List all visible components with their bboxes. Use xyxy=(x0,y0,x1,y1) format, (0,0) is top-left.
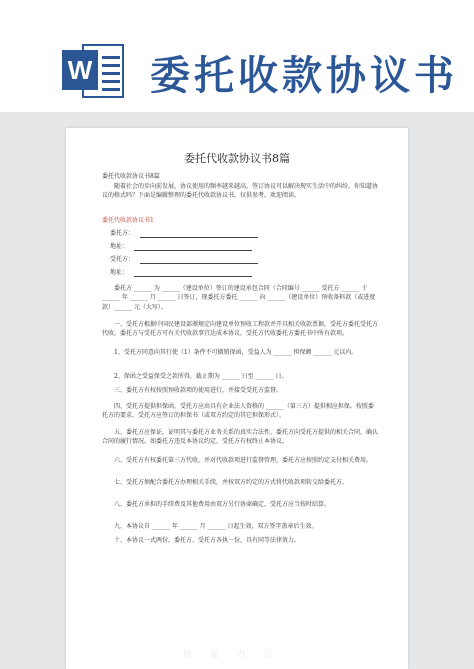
watermark: 熊猫办公 xyxy=(182,650,291,661)
blank-line xyxy=(140,230,258,238)
party-row-2 xyxy=(110,242,252,251)
paragraph: 一、受托方根据中国民建设部颁规定向建设单位预收工程款并开具相关收款票据，受托方委托受托方代收。委托方与受托方可有关代收款事宜达成本协议，受托方代收委托方委托书中所有款项。 xyxy=(102,321,379,338)
document-subtitle: 委托代收款协议书8篇 xyxy=(102,173,160,180)
banner-title: 委托收款协议书 xyxy=(150,52,458,99)
document-intro: 随着社会的步向前发展，协议使用的频率越来越高，签订协议可以解决现实生活中的纠纷。你知道协议的格式吗？下面是编辑整理的委托代收款协议书，仅供参考。欢迎阅读。 xyxy=(102,183,379,200)
paragraph: 八、委托方承担的手续费及其他费用由双方另行协商确定，受托方应当按时结算。 xyxy=(114,501,331,508)
blank-line xyxy=(134,243,252,251)
paragraph: 委托方 ______ 为 ______（建设单位）签订的建设承包合同（合同编号 ______ 受托方 ______ 于 ______ 年 ______ 月 ______ 日签订，现委托方委托 ______ 向 ______（建设单位）预收备料款（或进度款）______ 元（大写）。 xyxy=(102,285,376,311)
party-label-1: 委托方： xyxy=(110,230,135,237)
party-row-1 xyxy=(110,229,258,238)
party-label-2: 地址： xyxy=(110,243,129,250)
section-heading: 委托代收款协议书1 xyxy=(102,217,154,224)
paragraph: 三、委托方有权按照预收款项的使用进行，并接受受托方监督。 xyxy=(114,387,283,394)
blank-line xyxy=(134,269,252,277)
paragraph: 1、受托方同意向其行使（1）条件不可撤销保函，受益人为 ______ 担保额 ______ 元以内。 xyxy=(114,349,358,356)
paragraph: 五、委托方应保证，证明其与委托方业务关系的真实合法性，委托方向受托方提供的相关合同，确认合同的履行情况。如委托方违反本协议约定，受托方有权终止本协议。 xyxy=(102,429,379,446)
app-badge: W xyxy=(62,50,98,90)
paragraph: 四、受托方提供担保函，受托方应由具有企业法人资格的 ______（第三方）提供相应担保。按照委托方的要求，受托方应签订的担保书（或双方约定的其它担保形式）。 xyxy=(102,403,374,420)
paragraph: 六、受托方有权委托第三方代收，并对代收款项进行监督管理，委托方应按照约定支付相关费用。 xyxy=(114,457,373,464)
paragraph: 七、受托方须配合委托方办理相关手续，并按双方约定的方式将代收款项转交给委托方。 xyxy=(114,479,349,486)
party-row-4 xyxy=(110,268,252,277)
party-row-3 xyxy=(110,255,258,264)
banner xyxy=(0,0,474,112)
word-document-icon xyxy=(62,40,126,100)
paragraph: 2、保函之受益保受之款所得，截止期为 ______ 日至 ______ 日。 xyxy=(114,373,288,380)
document-page xyxy=(66,128,408,669)
paragraph: 九、本协议自 ______ 年 ______ 月 ______ 日起生效，双方签字盖章后生效。 xyxy=(114,523,318,530)
blank-line xyxy=(140,256,258,264)
paragraph: 十、本协议一式两份，委托方、受托方各执一份，具有同等法律效力。 xyxy=(114,537,301,544)
party-label-4: 地址： xyxy=(110,269,129,276)
document-title: 委托代收款协议书8篇 xyxy=(184,152,290,165)
party-label-3: 受托方： xyxy=(110,256,135,263)
